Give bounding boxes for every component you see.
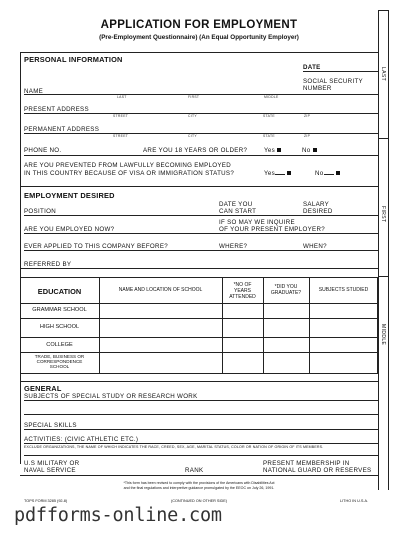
form-title: APPLICATION FOR EMPLOYMENT [100, 19, 298, 31]
where-label: WHERE? [219, 243, 248, 250]
sub-street: STREET [113, 114, 129, 118]
sub-last: LAST [117, 95, 127, 99]
subjects-field[interactable] [24, 400, 378, 401]
sub-city: CITY [188, 134, 197, 138]
name-field[interactable] [24, 94, 378, 95]
side-strip-border [388, 10, 389, 490]
activities-field[interactable] [24, 443, 378, 444]
rule [24, 455, 378, 456]
form-right-border [378, 10, 379, 490]
employed-now-field[interactable] [24, 233, 378, 234]
date-field[interactable] [303, 71, 378, 72]
edu-row-line [20, 318, 378, 319]
present-address-label: PRESENT ADDRESS [24, 106, 89, 113]
general-heading: GENERAL [24, 384, 62, 393]
visa-no[interactable]: No [315, 170, 340, 177]
position-label: POSITION [24, 208, 56, 215]
edu-row-line [20, 303, 378, 304]
ssn-label-2: NUMBER [303, 85, 332, 92]
inquire-label-1: IF SO MAY WE INQUIRE [219, 219, 295, 226]
side-tab-last: LAST [380, 67, 386, 82]
checkbox[interactable] [336, 171, 340, 175]
sub-city: CITY [188, 114, 197, 118]
sub-zip: ZIP [304, 114, 311, 118]
sub-zip: ZIP [304, 134, 311, 138]
side-tab-first: FIRST [380, 206, 386, 223]
section-rule [20, 186, 378, 187]
education-heading: EDUCATION [37, 287, 82, 296]
checkbox[interactable] [277, 148, 281, 152]
edu-row-line [20, 352, 378, 353]
phone-label: PHONE NO. [24, 147, 62, 154]
edu-row-line [20, 337, 378, 338]
checkbox[interactable] [287, 171, 291, 175]
date-label: DATE [303, 64, 321, 71]
edu-col-subjects: SUBJECTS STUDIED [318, 287, 369, 293]
date-start-label-2: CAN START [219, 208, 257, 215]
form-number: TOPS FORM 3285 (92-8) [24, 499, 68, 503]
salary-label-1: SALARY [303, 201, 330, 208]
ada-notice-2: and the final regulations and interpretive guidance promulgated by the EEOC on July 26, 1991. [123, 486, 275, 490]
military-field[interactable] [20, 475, 378, 476]
age-question: ARE YOU 18 YEARS OR OLDER? [143, 147, 248, 154]
watermark-text: pdfforms-online.com [14, 505, 222, 526]
side-strip-divider [378, 138, 388, 139]
guard-label-1: PRESENT MEMBERSHIP IN [263, 460, 350, 467]
edu-row-college: COLLEGE [46, 342, 73, 348]
guard-label-2: NATIONAL GUARD OR RESERVES [263, 467, 372, 474]
inquire-label-2: OF YOUR PRESENT EMPLOYER? [219, 226, 325, 233]
permanent-address-field[interactable] [24, 133, 378, 134]
position-field[interactable] [24, 215, 378, 216]
skills-label: SPECIAL SKILLS [24, 422, 77, 429]
present-address-field[interactable] [24, 113, 378, 114]
visa-question-1: ARE YOU PREVENTED FROM LAWFULLY BECOMING EMPLOYED [24, 162, 232, 169]
referred-by-field[interactable] [20, 268, 378, 269]
personal-info-heading: PERSONAL INFORMATION [24, 55, 123, 64]
employed-now-label: ARE YOU EMPLOYED NOW? [24, 226, 115, 233]
when-label: WHEN? [303, 243, 327, 250]
form-left-border [20, 52, 21, 464]
litho-note: LITHO IN U.S.A. [340, 499, 369, 503]
checkbox[interactable] [313, 148, 317, 152]
sub-middle: MIDDLE [264, 95, 279, 99]
visa-yes[interactable]: Yes [264, 170, 291, 177]
side-strip-top [378, 10, 388, 11]
date-start-label-1: DATE YOU [219, 201, 253, 208]
visa-question-2: IN THIS COUNTRY BECAUSE OF VISA OR IMMIGRATION STATUS? [24, 170, 235, 177]
edu-row-trade: TRADE, BUSINESS OR CORRESPONDENCE SCHOOL [34, 354, 85, 369]
name-label: NAME [24, 88, 44, 95]
phone-field[interactable] [24, 155, 378, 156]
form-subtitle: (Pre-Employment Questionnaire) (An Equal Opportunity Employer) [99, 34, 299, 41]
age-no[interactable]: No [302, 147, 317, 154]
military-label-1: U.S MILITARY OR [24, 460, 80, 467]
ada-notice-1: *This form has been revised to comply with the provisions of the Americans with Disabilities Act [123, 481, 275, 485]
exclude-note: EXCLUDE ORGANIZATIONS, THE NAME OF WHICH INDICATES THE RACE, CREED, SEX, AGE, MARITAL STATUS, COLOR OR NATION OF ORIGIN OF ITS MEMBERS. [24, 445, 324, 449]
permanent-address-label: PERMANENT ADDRESS [24, 126, 100, 133]
applied-before-label: EVER APPLIED TO THIS COMPANY BEFORE? [24, 243, 168, 250]
rank-label: RANK [185, 467, 204, 474]
side-strip-divider [378, 276, 388, 277]
sub-state: STATE [263, 114, 275, 118]
continued-note: (CONTINUED ON OTHER SIDE) [170, 499, 228, 503]
sub-first: FIRST [188, 95, 200, 99]
skills-field[interactable] [24, 429, 378, 430]
section-rule [20, 381, 378, 382]
edu-row-high-school: HIGH SCHOOL [39, 324, 80, 330]
age-yes[interactable]: Yes [264, 147, 281, 154]
sub-state: STATE [263, 134, 275, 138]
subjects-field-2[interactable] [24, 414, 378, 415]
sub-street: STREET [113, 134, 129, 138]
edu-col-school: NAME AND LOCATION OF SCHOOL [118, 287, 203, 293]
edu-col-years: *NO OF YEARS ATTENDED [229, 282, 256, 300]
edu-col-graduate: *DID YOU GRADUATE? [270, 284, 302, 296]
title-rule [20, 52, 378, 53]
subjects-label: SUBJECTS OF SPECIAL STUDY OR RESEARCH WORK [24, 393, 198, 400]
salary-label-2: DESIRED [303, 208, 333, 215]
applied-before-field[interactable] [24, 250, 378, 251]
military-label-2: NAVAL SERVICE [24, 467, 76, 474]
side-tab-middle: MIDDLE [380, 324, 386, 346]
edu-row-grammar: GRAMMAR SCHOOL [32, 307, 87, 313]
ssn-label-1: SOCIAL SECURITY [303, 78, 363, 85]
referred-by-label: REFERRED BY [24, 261, 72, 268]
activities-label: ACTIVITIES: (CIVIC ATHLETIC ETC.) [24, 436, 139, 443]
employment-desired-heading: EMPLOYMENT DESIRED [24, 191, 115, 200]
